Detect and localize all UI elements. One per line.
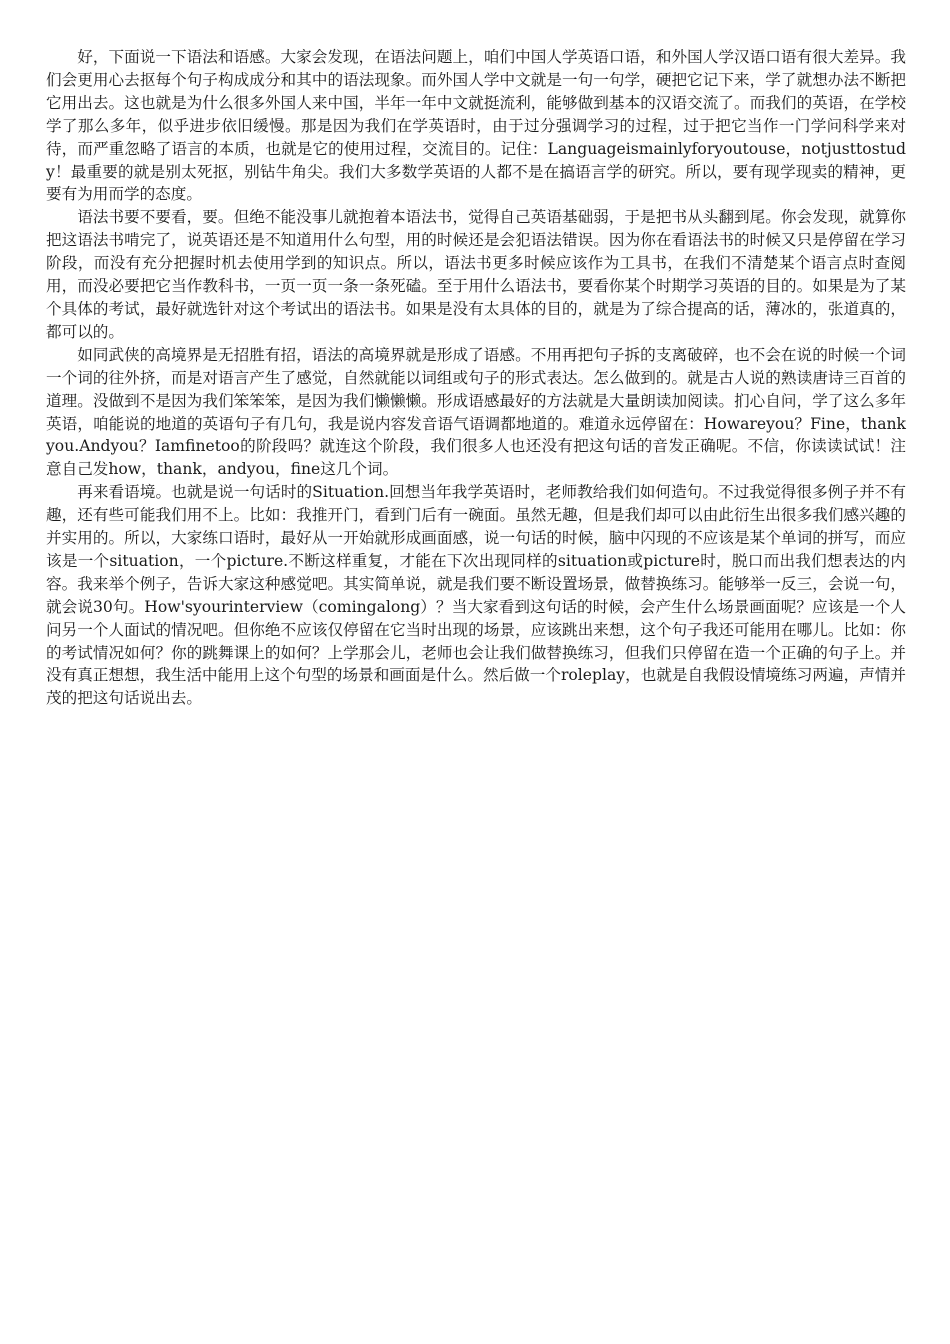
paragraph-grammar-and-language-sense: 好，下面说一下语法和语感。大家会发现，在语法问题上，咱们中国人学英语口语，和外国人学汉语口语有很大差异。我们会更用心去抠每个句子构成成分和其中的语法现象。而外国人学中文就是一句一句学，硬把它记下来，学了就想办法不断把它用出去。这也就是为什么很多外国人来中国，半年一年中文就挺流利，能够做到基本的汉语交流了。而我们的英语，在学校学了那么多年，似乎进步依旧缓慢。那是因为我们在学英语时，由于过分强调学习的过程，过于把它当作一门学问科学来对待，而严重忽略了语言的本质，也就是它的使用过程，交流目的。记住：Languageismainlyforyoutouse，notjusttostudy！最重要的就是别太死抠，别钻牛角尖。我们大多数学英语的人都不是在搞语言学的研究。所以，要有现学现卖的精神，更要有为用而学的态度。 — [46, 48, 906, 204]
paragraph-context-situation: 再来看语境。也就是说一句话时的Situation.回想当年我学英语时，老师教给我们如何造句。不过我觉得很多例子并不有趣，还有些可能我们用不上。比如：我推开门，看到门后有一碗面。虽然无趣，但是我们却可以由此衍生出很多我们感兴趣的并实用的。所以，大家练口语时，最好从一开始就形成画面感，说一句话的时候，脑中闪现的不应该是某个单词的拼写，而应该是一个situation，一个picture.不断这样重复，才能在下次出现同样的situation或picture时，脱口而出我们想表达的内容。我来举个例子，告诉大家这种感觉吧。其实简单说，就是我们要不断设置场景，做替换练习。能够举一反三，会说一句，就会说30句。How'syourinterview（comingalong）？当大家看到这句话的时候，会产生什么场景画面呢？应该是一个人问另一个人面试的情况吧。但你绝不应该仅停留在它当时出现的场景，应该跳出来想，这个句子我还可能用在哪儿。比如：你的考试情况如何？你的跳舞课上的如何？上学那会儿，老师也会让我们做替换练习，但我们只停留在造一个正确的句子上。并没有真正想想，我生活中能用上这个句型的场景和画面是什么。然后做一个roleplay，也就是自我假设情境练习两遍，声情并茂的把这句话说出去。 — [46, 483, 906, 708]
paragraph-grammar-books: 语法书要不要看，要。但绝不能没事儿就抱着本语法书，觉得自己英语基础弱，于是把书从头翻到尾。你会发现，就算你把这语法书啃完了，说英语还是不知道用什么句型，用的时候还是会犯语法错误。因为你在看语法书的时候又只是停留在学习阶段，而没有充分把握时机去使用学到的知识点。所以，语法书更多时候应该作为工具书，在我们不清楚某个语言点时查阅用，而没必要把它当作教科书，一页一页一条一条死磕。至于用什么语法书，要看你某个时期学习英语的目的。如果是为了某个具体的考试，最好就选针对这个考试出的语法书。如果是没有太具体的目的，就是为了综合提高的话，薄冰的，张道真的，都可以的。 — [46, 208, 906, 341]
paragraph-language-sense: 如同武侠的高境界是无招胜有招，语法的高境界就是形成了语感。不用再把句子拆的支离破碎，也不会在说的时候一个词一个词的往外挤，而是对语言产生了感觉，自然就能以词组或句子的形式表达。怎么做到的。就是古人说的熟读唐诗三百首的道理。没做到不是因为我们笨笨笨，是因为我们懒懒懒。形成语感最好的方法就是大量朗读加阅读。扪心自问，学了这么多年英语，咱能说的地道的英语句子有几句，我是说内容发音语气语调都地道的。难道永远停留在：Howareyou？Fine，thankyou.Andyou？Iamfinetoo的阶段吗？就连这个阶段，我们很多人也还没有把这句话的音发正确呢。不信，你读读试试！注意自己发how，thank，andyou，fine这几个词。 — [46, 345, 906, 479]
document-body — [46, 46, 906, 710]
